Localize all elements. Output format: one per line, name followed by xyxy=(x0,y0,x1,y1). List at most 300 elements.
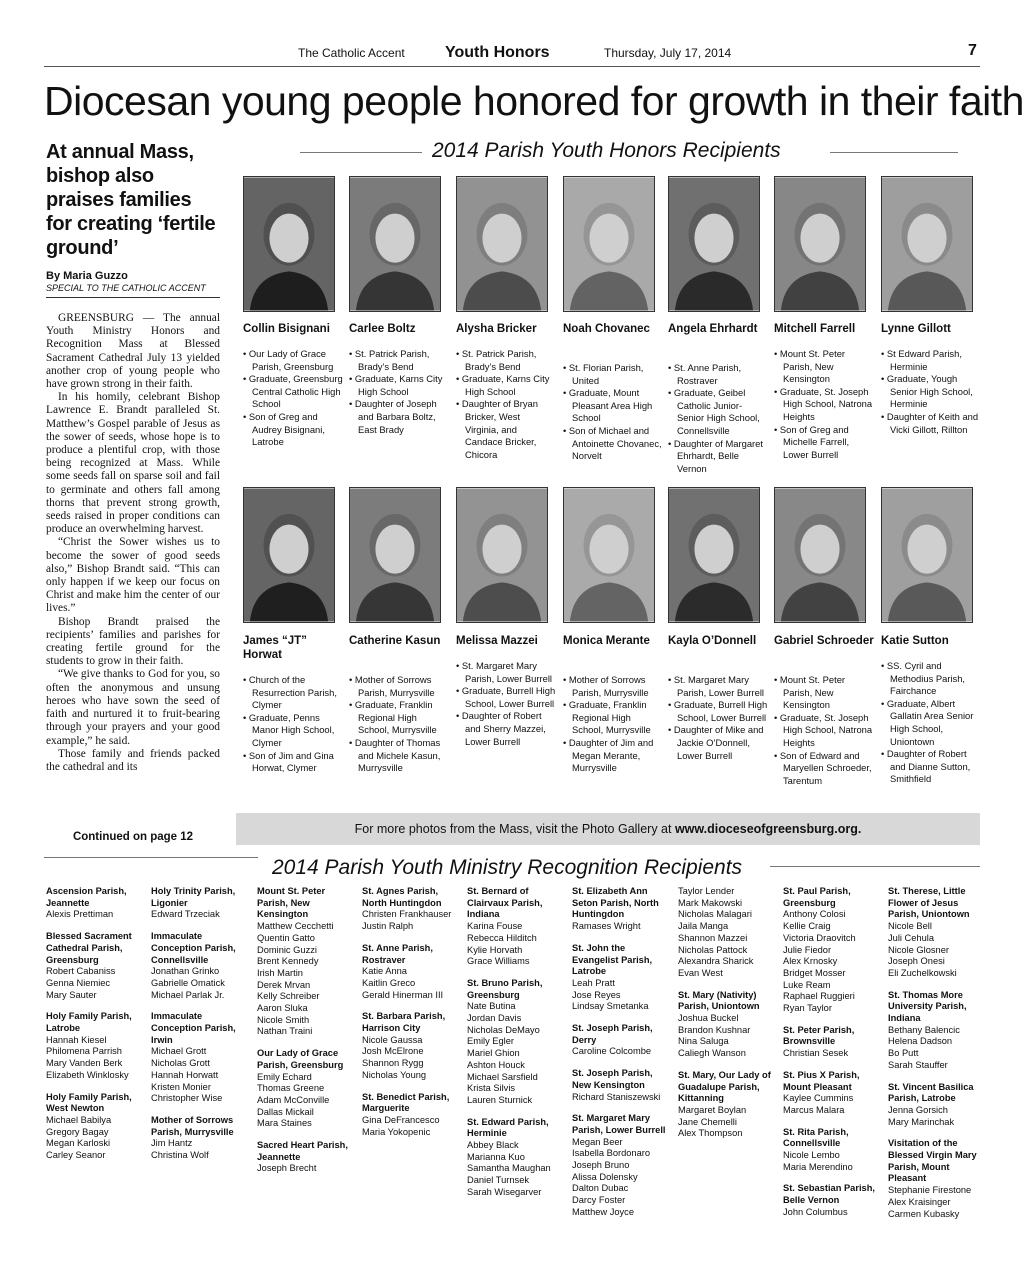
recipient-details xyxy=(563,674,663,775)
group-spacer xyxy=(678,980,778,990)
honoree-name: Raphael Ruggieri xyxy=(783,991,855,1002)
parish-name: St. Mary (Nativity) Parish, Uniontown xyxy=(678,989,760,1012)
honoree-name: Irish Martin xyxy=(257,967,303,978)
recipient-detail-item: • St Edward Parish, Herminie xyxy=(881,348,981,373)
honoree-name: Elizabeth Winklosky xyxy=(46,1069,129,1080)
honoree-name: Christian Sesek xyxy=(783,1048,849,1059)
honoree-name: Joseph Bruno xyxy=(572,1160,630,1171)
portrait-icon xyxy=(244,177,334,311)
honoree-name: Mary Marinchak xyxy=(888,1116,955,1127)
title-rule-right xyxy=(830,152,958,153)
honoree-name: Hannah Horwatt xyxy=(151,1069,219,1080)
portrait-icon xyxy=(457,177,547,311)
portrait-icon xyxy=(775,488,865,622)
honoree-name: Carley Seanor xyxy=(46,1150,106,1161)
portrait-icon xyxy=(244,488,334,622)
honoree-name: Nicholas DeMayo xyxy=(467,1024,540,1035)
recipient-photo xyxy=(774,487,866,623)
honoree-name: Luke Ream xyxy=(783,979,831,990)
recipient-detail-item: • St. Margaret Mary Parish, Lower Burrell xyxy=(668,674,768,699)
recipient-detail-item: • St. Patrick Parish, Brady’s Bend xyxy=(349,348,449,373)
ministry-column xyxy=(572,886,672,1219)
parish-name: St. Bernard of Clairvaux Parish, Indiana xyxy=(467,886,543,920)
byline-rule xyxy=(46,297,220,298)
group-spacer xyxy=(257,1130,357,1140)
honoree-name: Maria Merendino xyxy=(783,1161,853,1172)
parish-name: Immaculate Conception Parish, Irwin xyxy=(151,1011,236,1045)
honoree-name: Quentin Gatto xyxy=(257,932,315,943)
parish-name: St. Joseph Parish, New Kensington xyxy=(572,1068,653,1090)
recipient-photo xyxy=(881,176,973,312)
recipient-detail-item: • Graduate, Karns City High School xyxy=(456,373,556,398)
group-spacer xyxy=(467,968,567,978)
honoree-name: Edward Trzeciak xyxy=(151,909,220,920)
group-spacer xyxy=(783,1015,883,1025)
story-paragraph: “Christ the Sower wishes us to become the sower of good seeds also,” Bishop Brandt said. “This can only happen if we keep our focus on Christ and make him the center of our lives.” xyxy=(46,536,220,615)
group-spacer xyxy=(46,1001,146,1011)
parish-name: St. Therese, Little Flower of Jesus Parish, Uniontown xyxy=(888,886,970,920)
recipient-details xyxy=(243,348,343,449)
honoree-name: Abbey Black xyxy=(467,1140,519,1151)
recipient-name: James “JT” Horwat xyxy=(243,635,307,661)
honoree-name: Brent Kennedy xyxy=(257,956,319,967)
recipient-detail-item: • Son of Edward and Maryellen Schroeder, Tarentum xyxy=(774,750,874,788)
recipient-name: Noah Chovanec xyxy=(563,323,650,335)
honoree-name: Krista Silvis xyxy=(467,1083,516,1094)
ministry-column xyxy=(362,886,462,1138)
group-spacer xyxy=(572,1058,672,1068)
recipient-detail-item: • Son of Jim and Gina Horwat, Clymer xyxy=(243,750,343,775)
honoree-name: Alex Kraisinger xyxy=(888,1196,951,1207)
honoree-name: Taylor Lender xyxy=(678,886,735,896)
parish-name: Holy Family Parish, West Newton xyxy=(46,1091,132,1114)
honoree-name: Megan Beer xyxy=(572,1136,623,1147)
recipient-name: Alysha Bricker xyxy=(456,323,537,335)
honoree-name: Nicholas Malagari xyxy=(678,909,752,920)
honoree-name: Thomas Greene xyxy=(257,1083,325,1094)
recipient-photo xyxy=(563,487,655,623)
honoree-name: Nicole Gaussa xyxy=(362,1034,423,1045)
honoree-name: Matthew Cecchetti xyxy=(257,921,334,932)
recipient-details xyxy=(774,674,874,787)
recipient-detail-item: • Daughter of Robert and Sherry Mazzei, Lower Burrell xyxy=(456,710,556,748)
recipient-detail-item: • Graduate, Franklin Regional High School, Murrysville xyxy=(349,699,449,737)
ministry-column xyxy=(151,886,251,1162)
recipient-detail-item: • Mount St. Peter Parish, New Kensington xyxy=(774,348,874,386)
honoree-name: Megan Karloski xyxy=(46,1138,111,1149)
honoree-name: Lauren Sturnick xyxy=(467,1094,533,1105)
parish-name: St. Peter Parish, Brownsville xyxy=(783,1024,855,1047)
honoree-name: Nicole Lembo xyxy=(783,1150,840,1161)
recipient-detail-item: • Graduate, Albert Gallatin Area Senior High School, Uniontown xyxy=(881,698,981,748)
portrait-icon xyxy=(350,488,440,622)
honoree-name: Genna Niemiec xyxy=(46,977,111,988)
group-spacer xyxy=(572,933,672,943)
recipient-detail-item: • Son of Greg and Michelle Farrell, Lower Burrell xyxy=(774,424,874,462)
honoree-name: Gina DeFrancesco xyxy=(362,1114,440,1125)
honoree-name: Jim Hantz xyxy=(151,1138,193,1149)
ministry-column xyxy=(783,886,883,1219)
honoree-name: Matthew Joyce xyxy=(572,1206,635,1217)
honoree-name: Adam McConville xyxy=(257,1094,330,1105)
group-spacer xyxy=(151,921,251,931)
recipient-photo xyxy=(668,176,760,312)
parish-name: Holy Family Parish, Latrobe xyxy=(46,1011,132,1034)
honoree-name: Marcus Malara xyxy=(783,1104,845,1115)
honoree-name: Lindsay Smetanka xyxy=(572,1001,649,1012)
honoree-name: Eli Zuchelkowski xyxy=(888,967,957,978)
parish-name: St. Joseph Parish, Derry xyxy=(572,1023,653,1045)
honoree-name: Christina Wolf xyxy=(151,1150,209,1161)
group-spacer xyxy=(46,1082,146,1092)
group-spacer xyxy=(888,1072,988,1082)
recipient-details xyxy=(349,674,449,775)
parish-name: St. Vincent Basilica Parish, Latrobe xyxy=(888,1081,974,1104)
group-spacer xyxy=(46,921,146,931)
recipient-details xyxy=(668,674,768,762)
ministry-rule-left xyxy=(44,857,258,858)
honoree-name: Michael Sarsfield xyxy=(467,1071,538,1082)
page-number: 7 xyxy=(968,42,977,59)
paper-name: The Catholic Accent xyxy=(298,46,405,60)
honoree-name: Mara Staines xyxy=(257,1118,312,1129)
parish-name: St. Edward Parish, Herminie xyxy=(467,1116,549,1139)
parish-name: St. Anne Parish, Rostraver xyxy=(362,942,433,965)
recipient-detail-item: • Graduate, St. Joseph High School, Natrona Heights xyxy=(774,712,874,750)
honoree-name: Victoria Draovitch xyxy=(783,932,856,943)
recipient-detail-item: • Son of Michael and Antoinette Chovanec, Norvelt xyxy=(563,425,663,463)
recipient-photo xyxy=(243,176,335,312)
recipient-name: Katie Sutton xyxy=(881,635,949,647)
recipient-detail-item: • St. Florian Parish, United xyxy=(563,362,663,387)
gallery-link[interactable]: www.dioceseofgreensburg.org. xyxy=(674,822,862,836)
group-spacer xyxy=(362,1082,462,1092)
recipient-detail-item: • Our Lady of Grace Parish, Greensburg xyxy=(243,348,343,373)
honoree-name: Kaylee Cummins xyxy=(783,1093,854,1104)
story-paragraph: Bishop Brandt praised the recipients’ families and parishes for creating fertile ground for the students to grow in their faith. xyxy=(46,615,220,668)
honoree-name: Joseph Onesi xyxy=(888,956,945,967)
honoree-name: Alex Krnosky xyxy=(783,956,838,967)
parish-name: St. Benedict Parish, Marguerite xyxy=(362,1091,450,1114)
parish-name: St. John the Evangelist Parish, Latrobe xyxy=(572,942,653,977)
recipient-detail-item: • Graduate, Penns Manor High School, Clymer xyxy=(243,712,343,750)
recipient-name: Gabriel Schroeder xyxy=(774,635,874,647)
honoree-name: Jane Chemelli xyxy=(678,1116,737,1127)
honoree-name: Rebecca Hilditch xyxy=(467,932,537,943)
recipient-photo xyxy=(881,487,973,623)
gallery-banner xyxy=(236,813,980,845)
portrait-icon xyxy=(669,177,759,311)
honoree-name: Kristen Monier xyxy=(151,1081,211,1092)
recipient-detail-item: • Son of Greg and Audrey Bisignani, Latrobe xyxy=(243,411,343,449)
parish-name: St. Elizabeth Ann Seton Parish, North Huntingdon xyxy=(572,886,659,920)
recipient-photo xyxy=(668,487,760,623)
recipient-detail-item: • Graduate, Mount Pleasant Area High School xyxy=(563,387,663,425)
honoree-name: Michael Grott xyxy=(151,1046,207,1057)
honoree-name: Ryan Taylor xyxy=(783,1003,832,1014)
parish-name: Blessed Sacrament Cathedral Parish, Greensburg xyxy=(46,931,132,965)
honoree-name: Darcy Foster xyxy=(572,1195,626,1206)
byline-credit: SPECIAL TO THE CATHOLIC ACCENT xyxy=(46,283,206,293)
honoree-name: Marianna Kuo xyxy=(467,1151,525,1162)
recipient-detail-item: • St. Anne Parish, Rostraver xyxy=(668,362,768,387)
title-rule-left xyxy=(300,152,422,153)
issue-date: Thursday, July 17, 2014 xyxy=(604,46,732,60)
portrait-icon xyxy=(350,177,440,311)
honoree-name: Bridget Mosser xyxy=(783,967,846,978)
recipient-name: Carlee Boltz xyxy=(349,323,416,335)
recipient-name: Monica Merante xyxy=(563,635,650,647)
honoree-name: Nate Butina xyxy=(467,1001,516,1012)
portrait-icon xyxy=(564,177,654,311)
honoree-name: Dallas Mickail xyxy=(257,1106,314,1117)
recipient-photo xyxy=(563,176,655,312)
honoree-name: Grace Williams xyxy=(467,956,530,967)
honoree-name: Jonathan Grinko xyxy=(151,966,220,977)
recipient-photo xyxy=(774,176,866,312)
recipient-name: Melissa Mazzei xyxy=(456,635,538,647)
honoree-name: Dalton Dubac xyxy=(572,1183,629,1194)
honoree-name: Josh McElrone xyxy=(362,1046,424,1057)
recipient-detail-item: • Mother of Sorrows Parish, Murrysville xyxy=(349,674,449,699)
parish-name: St. Agnes Parish, North Huntingdon xyxy=(362,886,442,908)
honoree-name: Hannah Kiesel xyxy=(46,1034,107,1045)
honoree-name: Nina Saluga xyxy=(678,1036,729,1047)
ministry-column xyxy=(257,886,357,1175)
honoree-name: Alissa Dolensky xyxy=(572,1171,638,1182)
parish-name: St. Thomas More University Parish, Indiana xyxy=(888,989,967,1024)
honoree-name: Gerald Hinerman III xyxy=(362,989,444,1000)
story-paragraph: GREENSBURG — The annual Youth Ministry Honors and Recognition Mass at Blessed Sacrament Cathedral July 13 yielded another crop of young people who have grown strong in their faith. xyxy=(46,312,220,391)
honoree-name: Helena Dadson xyxy=(888,1036,953,1047)
group-spacer xyxy=(257,1038,357,1048)
honoree-name: Alexandra Sharick xyxy=(678,956,754,967)
header-rule xyxy=(44,66,980,67)
honoree-name: Caliegh Wanson xyxy=(678,1048,746,1059)
honoree-name: Carmen Kubasky xyxy=(888,1208,960,1219)
recipient-name: Mitchell Farrell xyxy=(774,323,856,335)
portrait-icon xyxy=(669,488,759,622)
honoree-name: Juli Cehula xyxy=(888,932,934,943)
honoree-name: Kelly Schreiber xyxy=(257,991,320,1002)
parish-name: Immaculate Conception Parish, Connellsville xyxy=(151,931,236,965)
parish-name: Our Lady of Grace Parish, Greensburg xyxy=(257,1048,344,1070)
byline: By Maria Guzzo xyxy=(46,270,128,282)
deck: At annual Mass, bishop also praises families for creating ‘fertile ground’ xyxy=(46,141,216,259)
group-spacer xyxy=(572,1013,672,1023)
honoree-name: Leah Pratt xyxy=(572,977,615,988)
ministry-column xyxy=(888,886,988,1220)
story-paragraph: Those family and friends packed the cathedral and its xyxy=(46,747,220,773)
honoree-name: Nicholas Pattock xyxy=(678,944,748,955)
honoree-name: Dominic Guzzi xyxy=(257,944,317,955)
honoree-name: Joseph Brecht xyxy=(257,1163,317,1174)
recipient-photo xyxy=(349,176,441,312)
page-header xyxy=(0,44,1024,64)
honoree-name: Derek Mrvan xyxy=(257,979,311,990)
headline: Diocesan young people honored for growth in their faith xyxy=(44,78,1024,124)
honoree-name: Jenna Gorsich xyxy=(888,1104,948,1115)
recipient-detail-item: • St. Patrick Parish, Brady’s Bend xyxy=(456,348,556,373)
recipient-detail-item: • St. Margaret Mary Parish, Lower Burrell xyxy=(456,660,556,685)
honoree-name: Emily Echard xyxy=(257,1071,312,1082)
honoree-name: Jordan Davis xyxy=(467,1013,522,1024)
honoree-name: Nicole Glosner xyxy=(888,944,949,955)
group-spacer xyxy=(888,1128,988,1138)
recipient-name: Collin Bisignani xyxy=(243,323,330,335)
honoree-name: John Columbus xyxy=(783,1206,848,1217)
honoree-name: Gregory Bagay xyxy=(46,1126,109,1137)
recipient-detail-item: • Graduate, Greensburg Central Catholic High School xyxy=(243,373,343,411)
honoree-name: Jose Reyes xyxy=(572,989,621,1000)
parish-name: Visitation of the Blessed Virgin Mary Parish, Mount Pleasant xyxy=(888,1138,977,1184)
story-paragraph: “We give thanks to God for you, so often the anonymous and unsung heroes who have sown the seed of faith and nurtured it to fruit-bearing through your prayers and your good example,” he said. xyxy=(46,668,220,747)
honoree-name: Mark Makowski xyxy=(678,897,743,908)
recipient-photo xyxy=(456,487,548,623)
honoree-name: Nicholas Young xyxy=(362,1069,427,1080)
recipient-detail-item: • Daughter of Thomas and Michele Kasun, Murrysville xyxy=(349,737,449,775)
recipient-name: Kayla O’Donnell xyxy=(668,635,757,647)
honoree-name: Nicole Smith xyxy=(257,1014,310,1025)
honoree-name: Daniel Turnsek xyxy=(467,1175,530,1186)
recipient-name: Angela Ehrhardt xyxy=(668,323,758,335)
group-spacer xyxy=(783,1060,883,1070)
parish-name: Ascension Parish, Jeannette xyxy=(46,886,127,908)
honoree-name: Alexis Prettiman xyxy=(46,909,114,920)
honoree-name: Nathan Traini xyxy=(257,1026,313,1037)
honoree-name: Katie Anna xyxy=(362,966,407,977)
recipient-details xyxy=(456,348,556,461)
honoree-name: Julie Fiedor xyxy=(783,944,832,955)
parish-name: Mother of Sorrows Parish, Murrysville xyxy=(151,1114,234,1137)
recipient-name: Catherine Kasun xyxy=(349,635,441,647)
honoree-name: Philomena Parrish xyxy=(46,1046,122,1057)
story-body xyxy=(46,312,220,774)
group-spacer xyxy=(362,1001,462,1011)
honoree-name: Christen Frankhauser xyxy=(362,909,452,920)
honoree-name: Jaila Manga xyxy=(678,921,729,932)
honoree-name: Mary Sauter xyxy=(46,989,97,1000)
recipient-photo xyxy=(456,176,548,312)
recipient-photo xyxy=(243,487,335,623)
honoree-name: Shannon Mazzei xyxy=(678,932,748,943)
honoree-name: Ramases Wright xyxy=(572,921,641,932)
recipient-detail-item: • Daughter of Joseph and Barbara Boltz, East Brady xyxy=(349,398,449,436)
recipient-detail-item: • Church of the Resurrection Parish, Clymer xyxy=(243,674,343,712)
group-spacer xyxy=(151,1105,251,1115)
parish-name: Holy Trinity Parish, Ligonier xyxy=(151,886,236,908)
group-spacer xyxy=(783,1117,883,1127)
honoree-name: Bethany Balencic xyxy=(888,1024,960,1035)
group-spacer xyxy=(783,1173,883,1183)
group-spacer xyxy=(678,1060,778,1070)
honoree-name: Michael Babilya xyxy=(46,1114,112,1125)
recipient-detail-item: • Mother of Sorrows Parish, Murrysville xyxy=(563,674,663,699)
recipient-detail-item: • Graduate, Burrell High School, Lower Burrell xyxy=(668,699,768,724)
honoree-name: Alex Thompson xyxy=(678,1128,743,1139)
group-spacer xyxy=(467,1107,567,1117)
ministry-title: 2014 Parish Youth Ministry Recognition Recipients xyxy=(272,856,743,879)
honoree-name: Michael Parlak Jr. xyxy=(151,989,225,1000)
ministry-column xyxy=(46,886,146,1162)
parish-name: St. Sebastian Parish, Belle Vernon xyxy=(783,1183,875,1206)
recipient-detail-item: • Daughter of Margaret Ehrhardt, Belle Vernon xyxy=(668,438,768,476)
group-spacer xyxy=(572,1103,672,1113)
honoree-name: Christopher Wise xyxy=(151,1093,223,1104)
recipient-detail-item: • Graduate, Yough Senior High School, Herminie xyxy=(881,373,981,411)
honoree-name: Kylie Horvath xyxy=(467,944,523,955)
group-spacer xyxy=(151,1001,251,1011)
recipient-details xyxy=(563,362,663,463)
recipient-name: Lynne Gillott xyxy=(881,323,951,335)
recipient-detail-item: • Mount St. Peter Parish, New Kensington xyxy=(774,674,874,712)
recipient-detail-item: • Graduate, Burrell High School, Lower Burrell xyxy=(456,685,556,710)
recipient-details xyxy=(774,348,874,461)
honoree-name: Stephanie Firestone xyxy=(888,1185,972,1196)
recipient-detail-item: • Daughter of Robert and Dianne Sutton, Smithfield xyxy=(881,748,981,786)
honoree-name: Margaret Boylan xyxy=(678,1104,747,1115)
honoree-name: Isabella Bordonaro xyxy=(572,1148,651,1159)
recipient-details xyxy=(349,348,449,436)
recipient-detail-item: • Daughter of Bryan Bricker, West Virginia, and Candace Bricker, Chicora xyxy=(456,398,556,461)
honoree-name: Kellie Craig xyxy=(783,921,831,932)
continued-jump: Continued on page 12 xyxy=(72,831,194,843)
gallery-text: For more photos from the Mass, visit the Photo Gallery at xyxy=(354,822,675,836)
parish-name: St. Bruno Parish, Greensburg xyxy=(467,977,543,1000)
honoree-name: Aaron Sluka xyxy=(257,1003,308,1014)
section-name: Youth Honors xyxy=(445,44,550,61)
recipient-details xyxy=(668,362,768,475)
honoree-name: Shannon Rygg xyxy=(362,1058,424,1069)
recipient-details xyxy=(881,660,981,786)
story-paragraph: In his homily, celebrant Bishop Lawrence E. Brandt paralleled St. Matthew’s Gospel parable of Jesus as the sower of seeds, whose hope is to produce a plentiful crop, with those being recognized at Mass. While some seeds fall on sparse soil and fail to germinate and others fall among thorns that prevent strong growth, seeds raised in proper conditions can produce an overwhelming harvest. xyxy=(46,391,220,536)
recipient-detail-item: • SS. Cyril and Methodius Parish, Fairchance xyxy=(881,660,981,698)
parish-name: Sacred Heart Parish, Jeannette xyxy=(257,1140,348,1162)
parish-name: St. Margaret Mary Parish, Lower Burrell xyxy=(572,1113,666,1135)
honoree-name: Samantha Maughan xyxy=(467,1163,551,1174)
honoree-name: Brandon Kushnar xyxy=(678,1024,751,1035)
recipient-detail-item: • Daughter of Jim and Megan Merante, Murrysville xyxy=(563,737,663,775)
recipient-detail-item: • Daughter of Mike and Jackie O’Donnell, Lower Burrell xyxy=(668,724,768,762)
recipient-details xyxy=(456,660,556,748)
honoree-name: Joshua Buckel xyxy=(678,1013,739,1024)
recipient-detail-item: • Graduate, Karns City High School xyxy=(349,373,449,398)
recipient-details xyxy=(243,674,343,775)
honoree-name: Nicholas Grott xyxy=(151,1058,210,1069)
honoree-name: Sarah Stauffer xyxy=(888,1059,948,1070)
ministry-column xyxy=(678,886,778,1140)
honoree-name: Mariel Ghion xyxy=(467,1048,520,1059)
honoree-name: Robert Cabaniss xyxy=(46,966,116,977)
parish-name: St. Barbara Parish, Harrison City xyxy=(362,1011,446,1034)
portrait-icon xyxy=(882,177,972,311)
honoree-name: Gabrielle Omatick xyxy=(151,977,225,988)
portrait-icon xyxy=(457,488,547,622)
recipient-detail-item: • Graduate, Geibel Catholic Junior-Senior High School, Connellsville xyxy=(668,387,768,437)
honoree-name: Justin Ralph xyxy=(362,921,414,932)
parish-name: St. Mary, Our Lady of Guadalupe Parish, Kittanning xyxy=(678,1069,771,1104)
honoree-name: Emily Egler xyxy=(467,1036,515,1047)
recipient-details xyxy=(881,348,981,436)
honoree-name: Nicole Bell xyxy=(888,921,932,932)
honors-title: 2014 Parish Youth Honors Recipients xyxy=(432,139,781,162)
ministry-column xyxy=(467,886,567,1199)
honoree-name: Sarah Wisegarver xyxy=(467,1186,542,1197)
honoree-name: Evan West xyxy=(678,967,723,978)
parish-name: St. Pius X Parish, Mount Pleasant xyxy=(783,1069,860,1092)
honoree-name: Kaitlin Greco xyxy=(362,977,416,988)
honoree-name: Mary Vanden Berk xyxy=(46,1058,123,1069)
